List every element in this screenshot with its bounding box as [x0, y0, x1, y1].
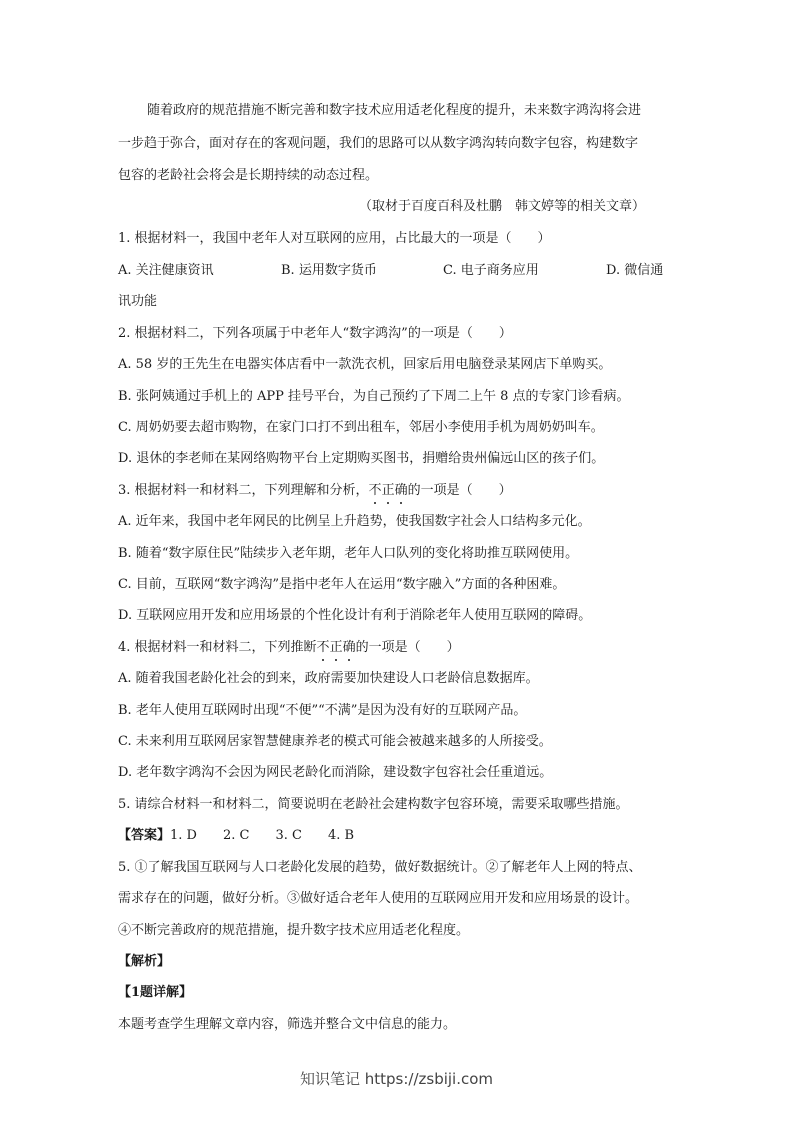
paragraph-line: 随着政府的规范措施不断完善和数字技术应用适老化程度的提升，未来数字鸿沟将会进	[147, 103, 642, 118]
answer-q5-line: ④不断完善政府的规范措施，提升数字技术应用适老化程度。	[118, 923, 470, 938]
question-4-option-d: D. 老年数字鸿沟不会因为网民老龄化而消除，建设数字包容社会任重道远。	[118, 765, 553, 780]
question-1-option-d-cont: 讯功能	[118, 294, 158, 309]
question-2-option-a: A. 58 岁的王先生在电器实体店看中一款洗衣机，回家后用电脑登录某网店下单购买。	[118, 357, 612, 372]
paragraph-line: 一步趋于弥合，面对存在的客观问题，我们的思路可以从数字鸿沟转向数字包容，构建数字	[118, 136, 639, 151]
question-1-option-a: A. 关注健康资讯	[118, 263, 214, 278]
question-1-option-b: B. 运用数字货币	[281, 263, 377, 278]
question-3-stem: 3. 根据材料一和材料二，下列理解和分析，不正确的一项是（ ）	[118, 483, 512, 498]
question-3-option-d: D. 互联网应用开发和应用场景的个性化设计有利于消除老年人使用互联网的障碍。	[118, 608, 592, 623]
question-3-option-a: A. 近年来，我国中老年网民的比例呈上升趋势，使我国数字社会人口结构多元化。	[118, 514, 591, 529]
answer-summary: 【答案】1. D 2. C 3. C 4. B	[118, 828, 355, 843]
question-2-stem: 2. 根据材料二，下列各项属于中老年人“数字鸿沟”的一项是（ ）	[118, 326, 512, 341]
question-2-option-d: D. 退休的李老师在某网络购物平台上定期购买图书，捐赠给贵州偏远山区的孩子们。	[118, 451, 605, 466]
question-4-stem: 4. 根据材料一和材料二，下列推断不正确的一项是（ ）	[118, 640, 460, 655]
question-4-option-b: B. 老年人使用互联网时出现“不便”“不满”是因为没有好的互联网产品。	[118, 703, 527, 718]
question-5-stem: 5. 请综合材料一和材料二，简要说明在老龄社会建构数字包容环境，需要采取哪些措施。	[118, 797, 629, 812]
question-1-option-c: C. 电子商务应用	[443, 263, 539, 278]
answer-q5-line: 需求存在的问题，做好分析。③做好适合老年人使用的互联网应用开发和应用场景的设计。	[118, 891, 639, 906]
footer-watermark: 知识笔记 https://zsbiji.com	[299, 1070, 494, 1088]
question-2-option-b: B. 张阿姨通过手机上的 APP 挂号平台，为自己预约了下周二上午 8 点的专家门诊看病。	[118, 389, 630, 404]
question-3-option-b: B. 随着“数字原住民”陆续步入老年期，老年人口队列的变化将助推互联网使用。	[118, 546, 579, 561]
analysis-detail-text: 本题考查学生理解文章内容，筛选并整合文中信息的能力。	[118, 1017, 457, 1032]
analysis-label: 【解析】	[118, 954, 171, 969]
question-4-option-c: C. 未来利用互联网居家智慧健康养老的模式可能会被越来越多的人所接受。	[118, 734, 552, 749]
question-3-option-c: C. 目前，互联网“数字鸿沟”是指中老年人在运用“数字融入”方面的各种困难。	[118, 577, 566, 592]
question-1-stem: 1. 根据材料一，我国中老年人对互联网的应用，占比最大的一项是（ ）	[118, 231, 551, 246]
question-2-option-c: C. 周奶奶要去超市购物，在家门口打不到出租车，邻居小李使用手机为周奶奶叫车。	[118, 420, 604, 435]
answer-q5-line: 5. ①了解我国互联网与人口老龄化发展的趋势，做好数据统计。②了解老年人上网的特点、	[118, 860, 642, 875]
question-4-option-a: A. 随着我国老龄化社会的到来，政府需要加快建设人口老龄信息数据库。	[118, 671, 539, 686]
question-1-option-d: D. 微信通	[606, 263, 664, 278]
paragraph-line: 包容的老龄社会将会是长期持续的动态过程。	[118, 168, 379, 183]
source-citation: （取材于百度百科及杜鹏 韩文婷等的相关文章）	[359, 199, 646, 214]
analysis-detail-label: 【1题详解】	[118, 985, 193, 1000]
